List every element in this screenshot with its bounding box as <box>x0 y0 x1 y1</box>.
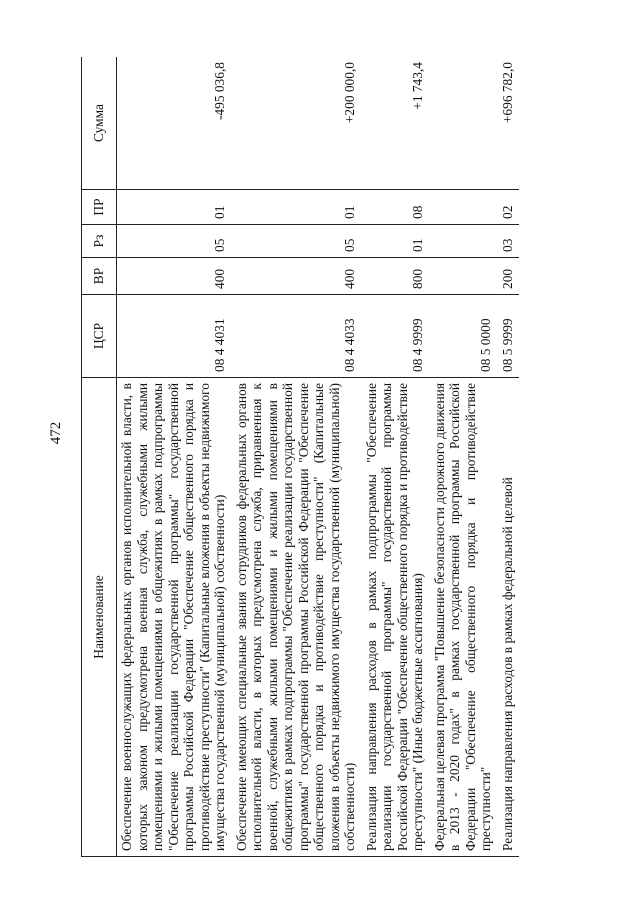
row-vr: 400 <box>117 258 232 295</box>
row-rz: 03 <box>498 225 520 258</box>
row-rz: 01 <box>362 225 430 258</box>
table-header-row <box>82 57 117 857</box>
row-csr: 08 4 4031 <box>117 295 232 378</box>
row-vr: 800 <box>362 258 430 295</box>
header-csr: ЦСР <box>82 295 117 378</box>
table-row <box>232 57 362 857</box>
row-pr: 01 <box>117 190 232 225</box>
header-sum: Сумма <box>82 57 117 190</box>
row-sum: -495 036,8 <box>212 62 227 121</box>
table-row <box>498 57 520 857</box>
row-rz: 05 <box>117 225 232 258</box>
table-row <box>430 57 498 857</box>
row-vr: 400 <box>232 258 362 295</box>
row-name: Обеспечение военнослужащих федеральных органов исполнительной власти, в которых законом предусмотрена военная служба, служебными жилыми помещениями и жилыми помещениями в общежитиях в рамках подпрограммы "Обеспечение реализации государственной программы" государственной программы Российской Федерации "Обеспечение общественного порядка и противодействие преступности" (Капитальные вложения в объекты недвижимого имущества государственной (муниципальной) собственности) <box>117 378 232 857</box>
row-pr: 01 <box>232 190 362 225</box>
row-name: Реализация направления расходов в рамках федеральной целевой <box>498 378 520 857</box>
page-number: 472 <box>47 421 64 445</box>
row-vr <box>430 258 498 295</box>
table-row <box>362 57 430 857</box>
header-pr: ПР <box>82 190 117 225</box>
budget-table <box>81 57 519 857</box>
row-name: Реализация направления расходов в рамках подпрограммы "Обеспечение реализации государственной программы" государственной программы Российской Федерации "Обеспечение общественного порядка и противодействие преступности" (Иные бюджетные ассигнования) <box>362 378 430 857</box>
row-csr: 08 4 9999 <box>362 295 430 378</box>
row-sum: +696 782,0 <box>499 62 515 124</box>
row-name: Обеспечение имеющих специальные звания сотрудников федеральных органов исполнительной власти, в которых предусмотрена служба, приравненная к военной, служебными жилыми помещениями и жилыми помещениями в общежитиях в рамках подпрограммы "Обеспечение реализации государственной программы" государственной программы Российской Федерации "Обеспечение общественного порядка и противодействие преступности" (Капитальные вложения в объекты недвижимого имущества государственной (муниципальной) собственности) <box>232 378 362 857</box>
row-csr: 08 5 0000 <box>430 295 498 378</box>
row-csr: 08 5 9999 <box>498 295 520 378</box>
row-sum <box>430 57 498 190</box>
row-name: Федеральная целевая программа "Повышение безопасности дорожного движения в 2013 - 2020 годах" в рамках государственной программы Российской Федерации "Обеспечение общественного порядка и противодействие преступности" <box>430 378 498 857</box>
row-pr <box>430 190 498 225</box>
table-row <box>117 57 232 857</box>
row-sum: +200 000,0 <box>342 62 357 124</box>
row-rz: 05 <box>232 225 362 258</box>
header-vr: ВР <box>82 258 117 295</box>
row-vr: 200 <box>498 258 520 295</box>
rotated-table-container <box>81 57 600 857</box>
row-csr: 08 4 4033 <box>232 295 362 378</box>
row-pr: 02 <box>498 190 520 225</box>
header-rz: Рз <box>82 225 117 258</box>
header-name: Наименование <box>82 378 117 857</box>
row-rz <box>430 225 498 258</box>
row-pr: 08 <box>362 190 430 225</box>
row-sum: +1 743,4 <box>410 62 425 110</box>
